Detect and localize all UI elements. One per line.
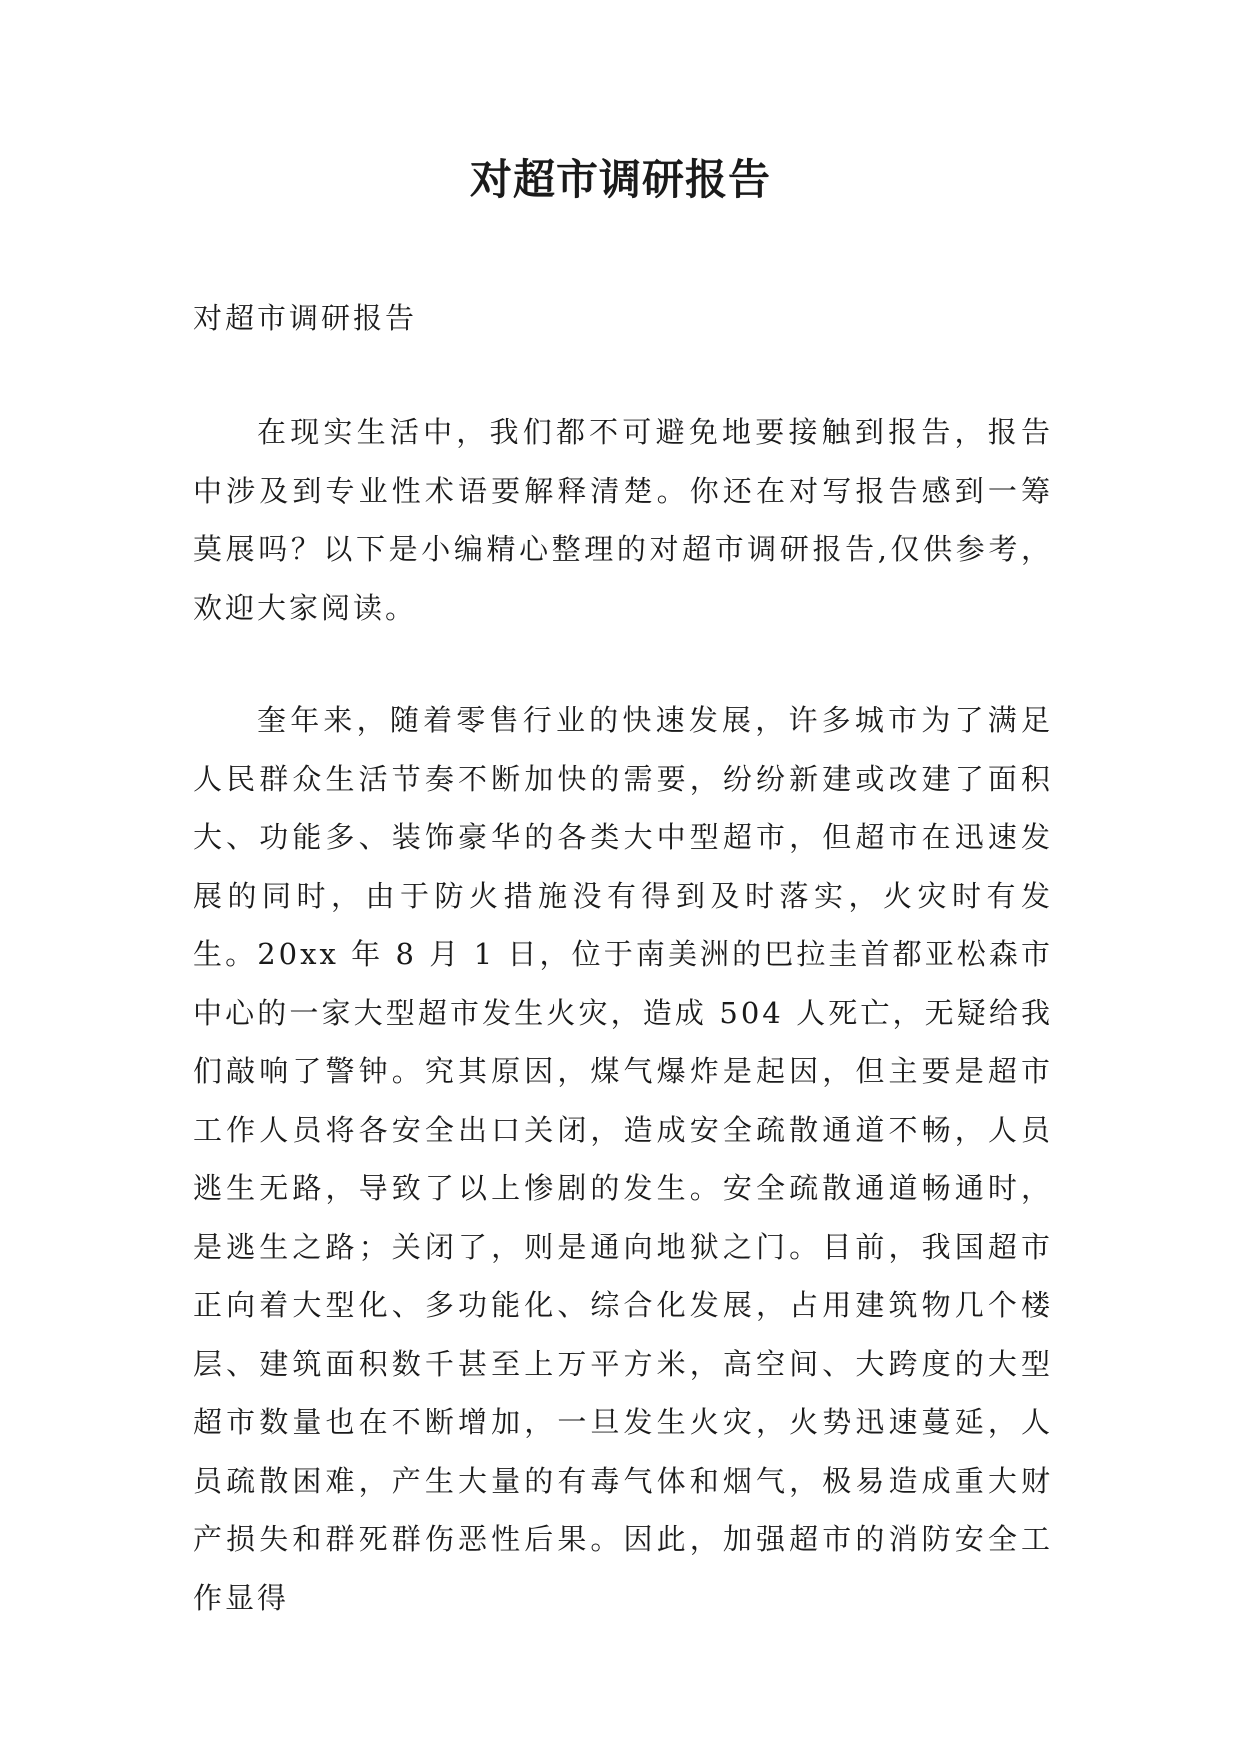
document-title: 对超市调研报告 — [469, 155, 771, 204]
intro-paragraph: 在现实生活中，我们都不可避免地要接触到报告，报告中涉及到专业性术语要解释清楚。你还在对写报告感到一筹莫展吗？以下是小编精心整理的对超市调研报告,仅供参考，欢迎大家阅读。 — [193, 415, 1053, 625]
document-subtitle: 对超市调研报告 — [193, 301, 418, 335]
body-paragraph: 奎年来，随着零售行业的快速发展，许多城市为了满足人民群众生活节奏不断加快的需要，纷纷新建或改建了面积大、功能多、装饰豪华的各类大中型超市，但超市在迅速发展的同时，由于防火措施没有得到及时落实，火灾时有发生。20xx 年 8 月 1 日，位于南美洲的巴拉圭首都亚松森市中心的一家大型超市发生火灾，造成 504 人死亡，无疑给我们敲响了警钟。究其原因，煤气爆炸是起因，但主要是超市工作人员将各安全出口关闭，造成安全疏散通道不畅，人员逃生无路，导致了以上惨剧的发生。安全疏散通道畅通时，是逃生之路；关闭了，则是通向地狱之门。目前，我国超市正向着大型化、多功能化、综合化发展，占用建筑物几个楼层、建筑面积数千甚至上万平方米，高空间、大跨度的大型超市数量也在不断增加，一旦发生火灾，火势迅速蔓延，人员疏散困难，产生大量的有毒气体和烟气，极易造成重大财产损失和群死群伤恶性后果。因此，加强超市的消防安全工作显得 — [193, 703, 1053, 1615]
